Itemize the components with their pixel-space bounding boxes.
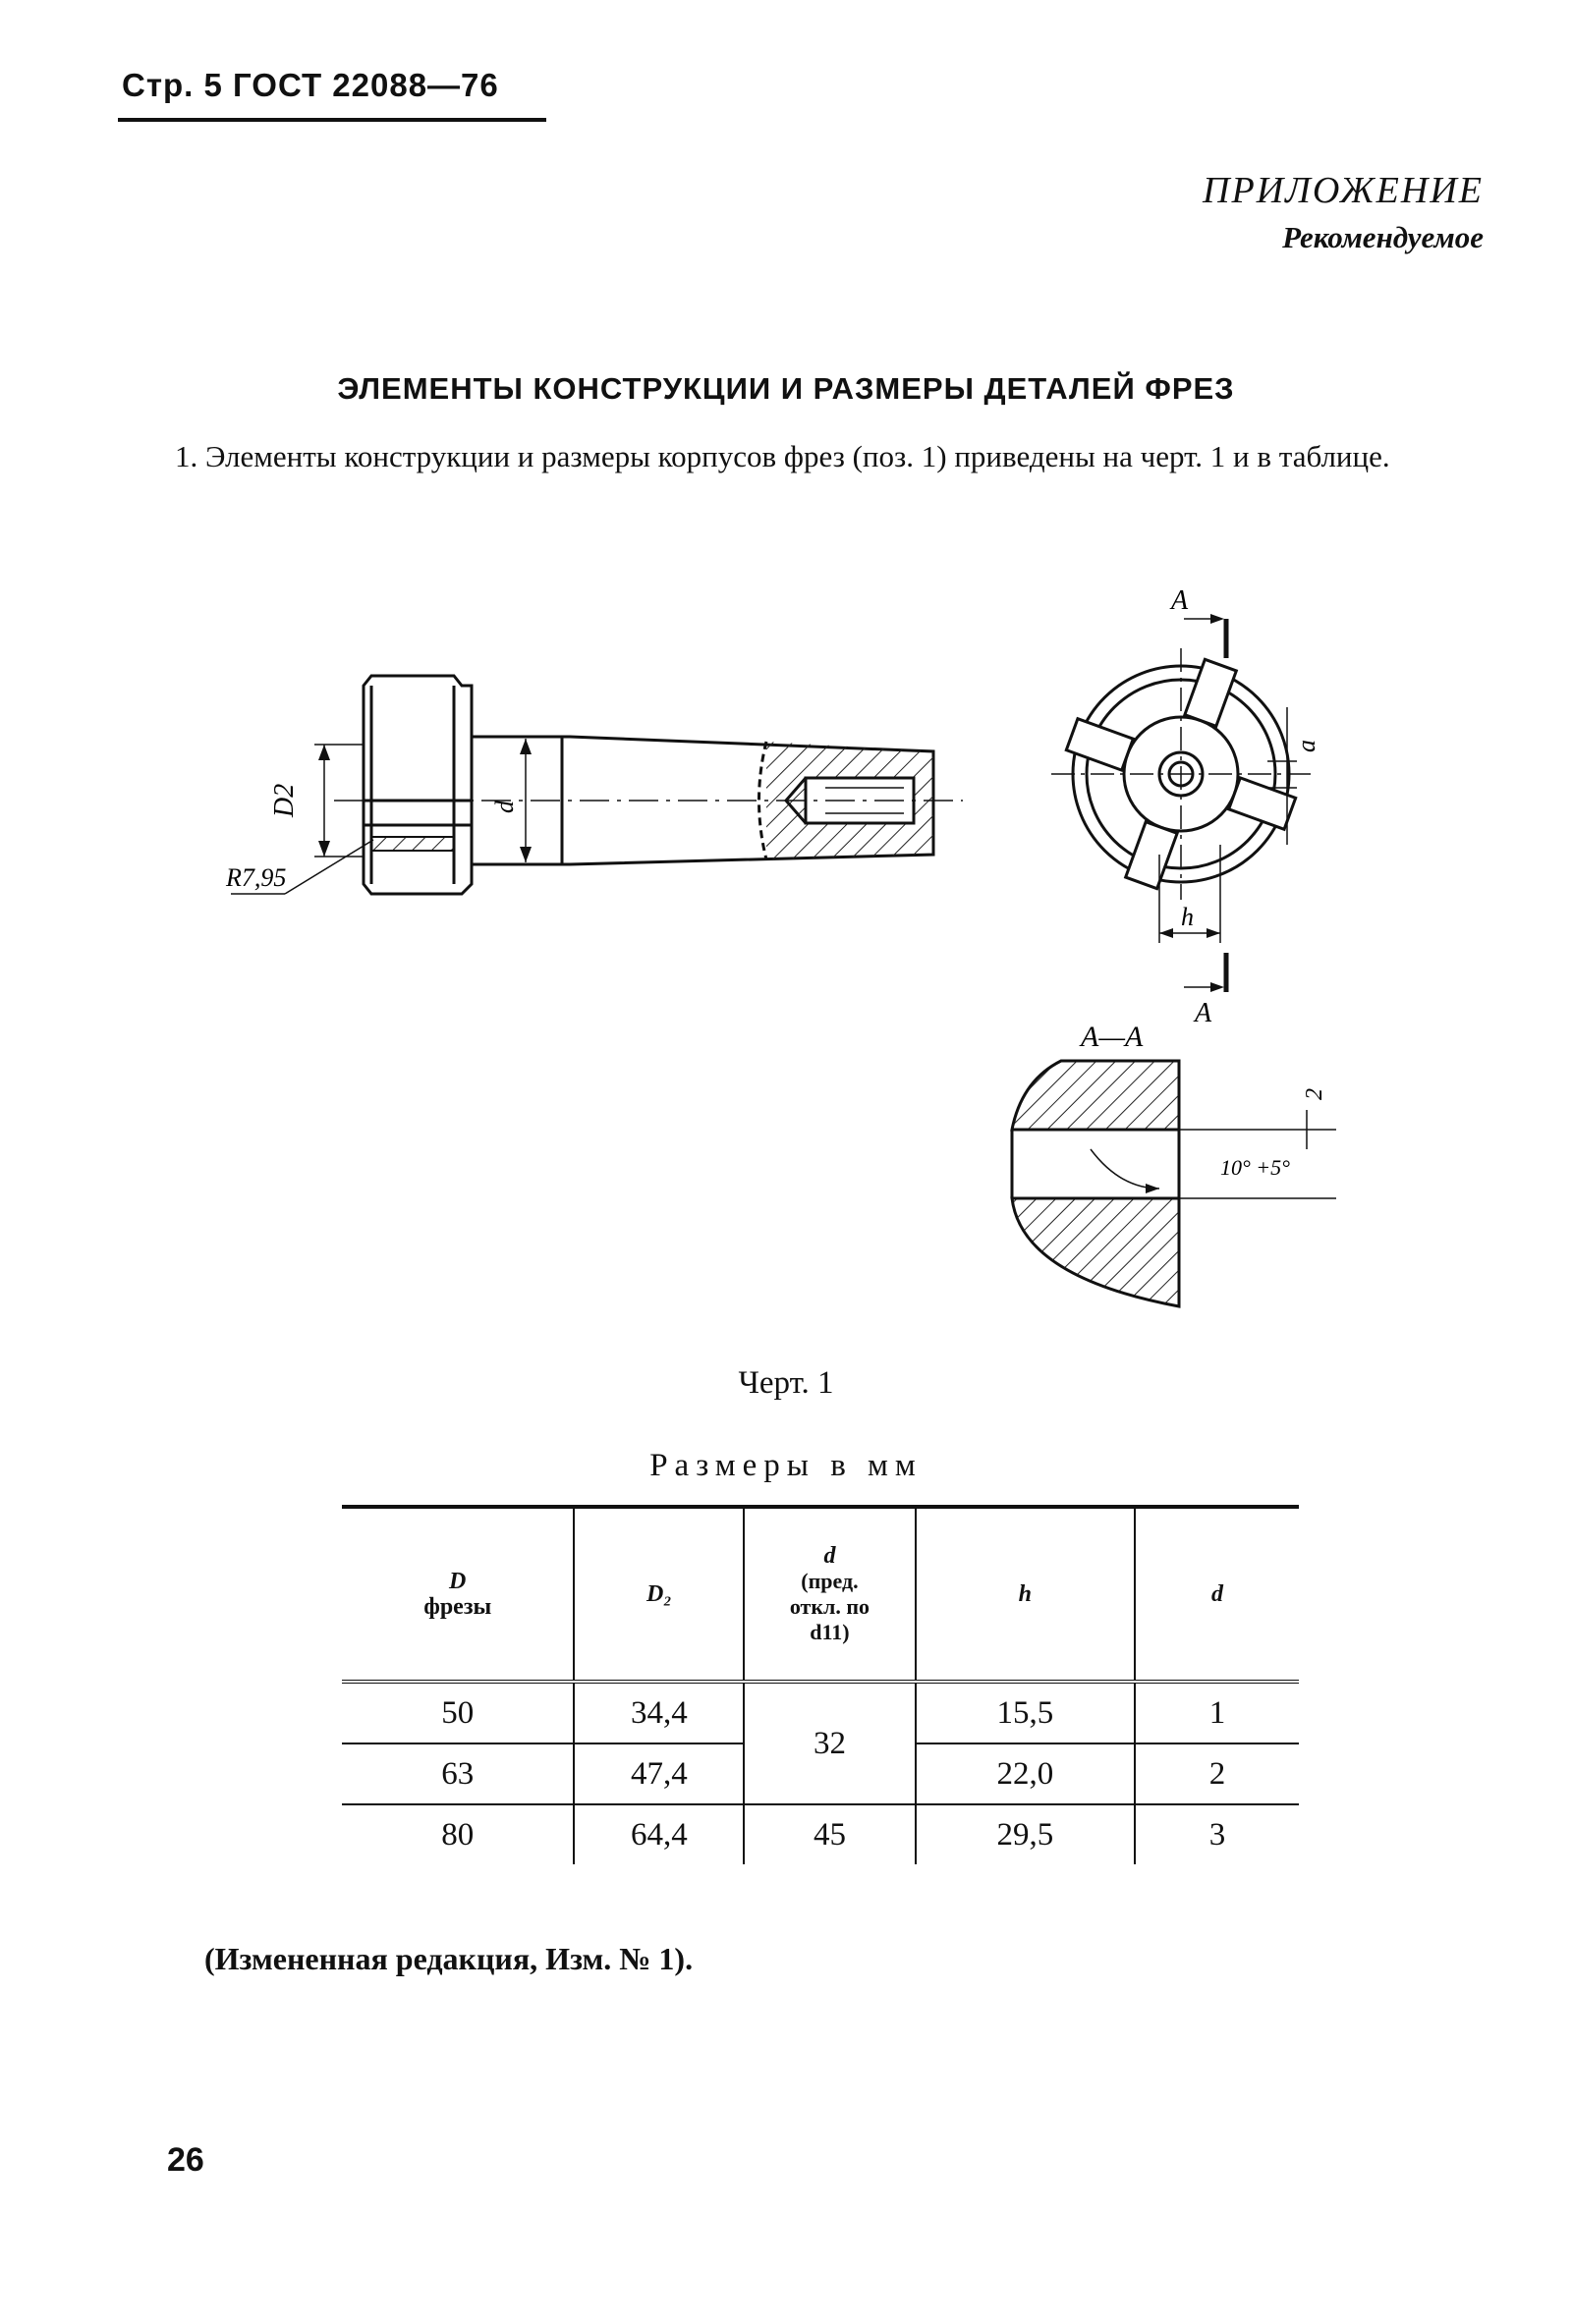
cell: 29,5 <box>916 1804 1135 1864</box>
header-D2: D₂ <box>574 1507 744 1682</box>
cell: 64,4 <box>574 1804 744 1864</box>
cell: 63 <box>342 1743 574 1804</box>
header-D-cutter: D фрезы <box>342 1507 574 1682</box>
header-d: d <box>1135 1507 1299 1682</box>
label-angle: 10° +5° <box>1220 1155 1290 1180</box>
cell: 1 <box>1135 1682 1299 1743</box>
figure-caption: Черт. 1 <box>738 1365 834 1401</box>
label-section-top: А <box>1171 585 1189 616</box>
cell: 80 <box>441 1816 475 1853</box>
label-d: d <box>490 801 519 813</box>
page-number: 26 <box>167 2141 204 2179</box>
intro-paragraph: 1. Элементы конструкции и размеры корпусов фрез (поз. 1) приведены на черт. 1 и в таблице. <box>175 439 1390 473</box>
body-side-view <box>231 676 963 894</box>
technical-drawing <box>177 560 1395 1346</box>
cell: 45 <box>744 1804 915 1864</box>
cell: 2 <box>1135 1743 1299 1804</box>
label-a: a <box>1292 740 1320 752</box>
edition-note: (Измененная редакция, Изм. № 1). <box>204 1941 694 1976</box>
page-header: Стр. 5 ГОСТ 22088—76 <box>122 67 499 103</box>
cell: 3 <box>1135 1804 1299 1864</box>
cell: 34,4 <box>574 1682 744 1743</box>
header-rule <box>118 118 546 122</box>
header-h: h <box>916 1507 1135 1682</box>
label-section-bottom: А <box>1195 998 1212 1028</box>
label-D2: D2 <box>269 783 300 817</box>
table-row <box>342 1682 1299 1743</box>
table-title: Размеры в мм <box>649 1448 923 1483</box>
cell: 50 <box>342 1682 574 1743</box>
appendix-block <box>1203 169 1484 255</box>
section-title: ЭЛЕМЕНТЫ КОНСТРУКЦИИ И РАЗМЕРЫ ДЕТАЛЕЙ ФРЕЗ <box>337 371 1235 406</box>
label-radius: R7,95 <box>226 863 287 892</box>
section-a-a-view <box>1012 1061 1336 1306</box>
label-h: h <box>1181 903 1194 931</box>
appendix-subtitle: Рекомендуемое <box>1282 220 1484 254</box>
cell: 22,0 <box>916 1743 1135 1804</box>
body-end-view <box>1051 614 1317 992</box>
table-header-row <box>342 1507 1299 1682</box>
cell-merged: 32 <box>744 1682 915 1804</box>
label-section-view: А—А <box>1081 1021 1144 1053</box>
label-depth: 2 <box>1302 1088 1327 1100</box>
table-row <box>342 1804 1299 1864</box>
cell: 15,5 <box>916 1682 1135 1743</box>
cell: 47,4 <box>574 1743 744 1804</box>
header-d-tolerance: d (пред. откл. по d11) <box>744 1507 915 1682</box>
dimensions-table <box>342 1505 1299 1864</box>
appendix-title: ПРИЛОЖЕНИЕ <box>1203 170 1484 211</box>
